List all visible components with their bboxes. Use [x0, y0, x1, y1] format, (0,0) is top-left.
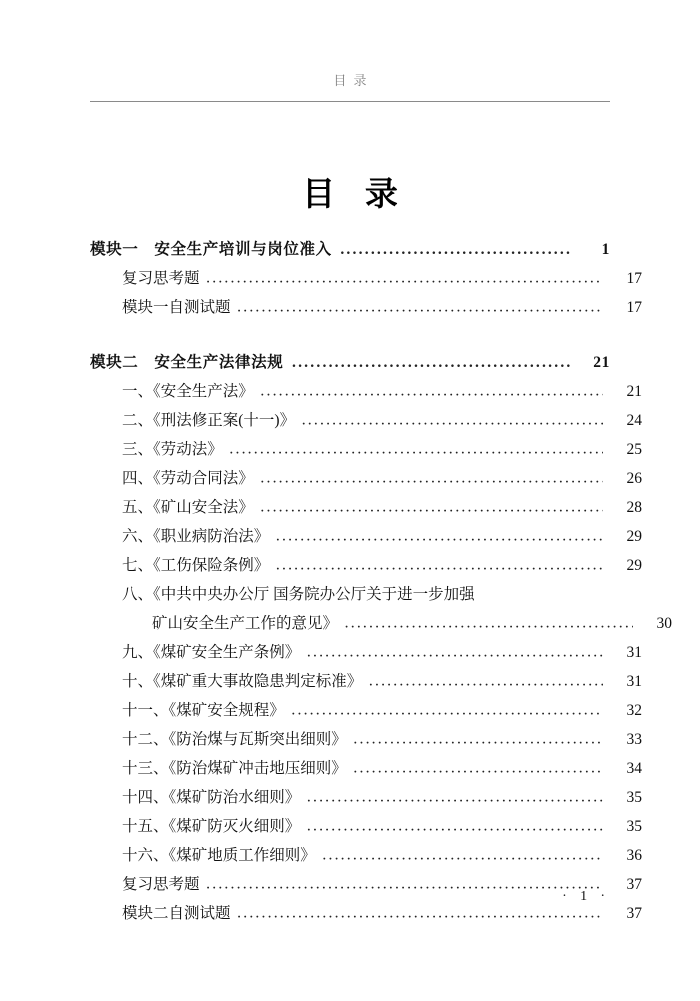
dot-leader — [322, 845, 603, 861]
toc-entry[interactable] — [90, 293, 642, 322]
toc-page-number: 17 — [626, 270, 642, 287]
toc-entry-label: 矿山安全生产工作的意见》 — [152, 615, 339, 632]
toc-entry[interactable] — [90, 580, 642, 609]
toc-entry-label: 安全生产法律法规 — [154, 354, 284, 371]
dot-leader — [260, 381, 603, 397]
dot-leader — [275, 555, 603, 571]
toc-page-number: 1 — [601, 241, 610, 258]
dot-leader — [344, 613, 633, 629]
page-title: 目录 — [302, 175, 428, 212]
toc-page-number: 32 — [626, 702, 642, 719]
dot-leader — [291, 700, 603, 716]
toc-page-number: 21 — [593, 354, 610, 371]
toc-entry-label: 十一、《煤矿安全规程》 — [122, 702, 285, 719]
toc-entry[interactable] — [90, 725, 642, 754]
dot-leader — [368, 671, 603, 687]
dot-leader — [260, 468, 603, 484]
toc-page-number: 36 — [626, 847, 642, 864]
toc-page-number: 24 — [626, 412, 642, 429]
toc-module-entry[interactable] — [90, 235, 610, 264]
toc-entry[interactable] — [90, 609, 672, 638]
toc-entry[interactable] — [90, 841, 642, 870]
dot-leader — [229, 439, 603, 455]
toc-entry-label: 八、《中共中央办公厅 国务院办公厅关于进一步加强 — [122, 586, 475, 603]
dot-leader — [237, 297, 603, 313]
toc-entry[interactable] — [90, 551, 642, 580]
toc-module-entry[interactable] — [90, 348, 610, 377]
toc-entry-label: 三、《劳动法》 — [122, 441, 223, 458]
toc-entry-label: 七、《工伤保险条例》 — [122, 557, 270, 574]
page-footer: · 1 · — [562, 889, 610, 904]
toc-page-number: 26 — [626, 470, 642, 487]
toc-entry-label: 安全生产培训与岗位准入 — [154, 241, 332, 258]
toc-page-number: 37 — [626, 876, 642, 893]
toc-entry[interactable] — [90, 696, 642, 725]
toc-page-number: 35 — [626, 818, 642, 835]
dot-leader — [353, 758, 603, 774]
toc-page-number: 37 — [626, 905, 642, 922]
toc-entry[interactable] — [90, 435, 642, 464]
toc-page-number: 33 — [626, 731, 642, 748]
dot-leader — [206, 874, 603, 890]
toc-entry[interactable] — [90, 493, 642, 522]
dot-leader — [206, 268, 603, 284]
dot-leader — [306, 816, 603, 832]
toc-entry[interactable] — [90, 406, 642, 435]
toc-entry[interactable] — [90, 754, 642, 783]
toc-entry[interactable] — [90, 522, 642, 551]
toc-page-number: 21 — [626, 383, 642, 400]
toc-page-number: 30 — [656, 615, 672, 632]
toc-module-number: 模块一 — [90, 241, 139, 258]
toc-entry-label: 九、《煤矿安全生产条例》 — [122, 644, 301, 661]
toc-entry[interactable] — [90, 638, 642, 667]
running-header: 目录 — [333, 73, 374, 88]
dot-leader — [275, 526, 603, 542]
toc-page-number: 31 — [626, 673, 642, 690]
toc-entry-label: 十五、《煤矿防灭火细则》 — [122, 818, 301, 835]
toc-entry[interactable] — [90, 377, 642, 406]
toc-page-number: 31 — [626, 644, 642, 661]
toc-module-number: 模块二 — [90, 354, 139, 371]
toc-entry-label: 十六、《煤矿地质工作细则》 — [122, 847, 316, 864]
toc-entry-label: 一、《安全生产法》 — [122, 383, 254, 400]
dot-leader — [306, 642, 603, 658]
header-rule — [90, 101, 610, 102]
dot-leader — [306, 787, 603, 803]
toc-entry-label: 六、《职业病防治法》 — [122, 528, 270, 545]
toc-page-number: 34 — [626, 760, 642, 777]
toc-entry[interactable] — [90, 667, 642, 696]
toc-entry[interactable] — [90, 812, 642, 841]
toc-entry-label: 十四、《煤矿防治水细则》 — [122, 789, 301, 806]
toc-page-number: 29 — [626, 528, 642, 545]
dot-leader — [353, 729, 603, 745]
toc-entry-label: 复习思考题 — [122, 270, 200, 287]
toc-entry-label: 四、《劳动合同法》 — [122, 470, 254, 487]
toc-page-number: 28 — [626, 499, 642, 516]
toc-entry-label: 二、《刑法修正案(十一)》 — [122, 412, 296, 429]
dot-leader — [481, 584, 603, 600]
toc-page-number: 25 — [626, 441, 642, 458]
toc-entry-label: 十三、《防治煤矿冲击地压细则》 — [122, 760, 347, 777]
dot-leader — [340, 239, 571, 255]
toc-entry-label: 十二、《防治煤与瓦斯突出细则》 — [122, 731, 347, 748]
table-of-contents — [90, 235, 672, 928]
dot-leader — [291, 352, 571, 368]
toc-entry[interactable] — [90, 783, 642, 812]
toc-entry-label: 模块一自测试题 — [122, 299, 231, 316]
toc-entry[interactable] — [90, 264, 642, 293]
toc-page-number: 29 — [626, 557, 642, 574]
toc-entry-label: 复习思考题 — [122, 876, 200, 893]
toc-entry-label: 模块二自测试题 — [122, 905, 231, 922]
dot-leader — [260, 497, 603, 513]
toc-entry[interactable] — [90, 464, 642, 493]
toc-entry-label: 十、《煤矿重大事故隐患判定标准》 — [122, 673, 363, 690]
dot-leader — [301, 410, 603, 426]
toc-page-number: 17 — [626, 299, 642, 316]
toc-entry-label: 五、《矿山安全法》 — [122, 499, 254, 516]
toc-page-number: 35 — [626, 789, 642, 806]
